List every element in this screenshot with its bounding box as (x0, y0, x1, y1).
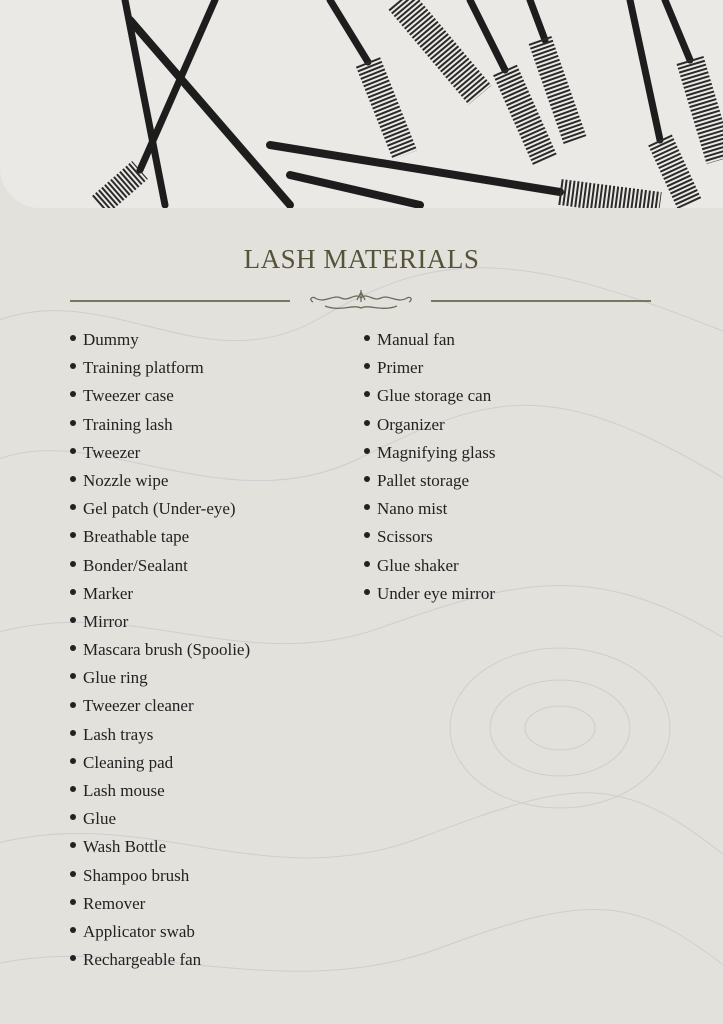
list-item-label: Bonder/Sealant (83, 555, 188, 575)
list-item-label: Training platform (83, 358, 204, 378)
list-item (70, 864, 250, 892)
list-item (364, 497, 496, 525)
list-item (70, 413, 250, 441)
list-item-label: Applicator swab (83, 921, 195, 941)
bullet-icon (70, 927, 76, 933)
list-item-label: Glue shaker (377, 555, 459, 575)
bullet-icon (70, 730, 76, 736)
bullet-icon (364, 476, 370, 482)
list-item (70, 666, 250, 694)
list-item (364, 469, 496, 497)
list-item (70, 610, 250, 638)
list-item (70, 469, 250, 497)
bullet-icon (70, 448, 76, 454)
list-item-label: Training lash (83, 414, 173, 434)
list-item (70, 328, 250, 356)
page-title: LASH MATERIALS (243, 244, 480, 274)
bullet-icon (70, 955, 76, 961)
bullet-icon (70, 617, 76, 623)
list-item-label: Marker (83, 583, 134, 603)
list-item (70, 892, 250, 920)
list-item-label: Tweezer cleaner (83, 696, 194, 716)
bullet-icon (70, 476, 76, 482)
list-item-label: Tweezer case (83, 386, 174, 406)
list-item-label: Lash mouse (83, 781, 165, 800)
list-item-label: Mascara brush (Spoolie) (83, 640, 251, 660)
list-item (70, 582, 250, 610)
bullet-icon (70, 645, 76, 651)
bullet-icon (70, 335, 76, 341)
list-item (364, 384, 496, 412)
bullet-icon (70, 842, 76, 848)
list-item (70, 554, 250, 582)
list-item-label: Rechargeable fan (83, 950, 202, 970)
list-item-label: Shampoo brush (83, 865, 190, 885)
list-item (70, 807, 250, 835)
bullet-icon (70, 363, 76, 369)
bullet-icon (70, 673, 76, 679)
bullet-icon (70, 532, 76, 538)
bullet-icon (364, 561, 370, 567)
list-item-label: Remover (83, 893, 146, 913)
bullet-icon (70, 561, 76, 567)
list-item-label: Pallet storage (377, 470, 470, 490)
list-item-label: Manual fan (377, 330, 455, 349)
list-item-label: Dummy (83, 330, 139, 349)
list-item-label: Nano mist (377, 499, 448, 519)
bullet-icon (364, 448, 370, 454)
mascara-wands-image (0, 0, 723, 208)
list-item-label: Organizer (377, 414, 445, 434)
bullet-icon (364, 391, 370, 397)
bullet-icon (364, 532, 370, 538)
list-item (70, 835, 250, 863)
bullet-icon (364, 589, 370, 595)
list-item-label: Lash trays (83, 724, 154, 744)
bullet-icon (70, 758, 76, 764)
list-item (70, 920, 250, 948)
bullet-icon (70, 391, 76, 397)
list-item-label: Nozzle wipe (83, 470, 169, 490)
bullet-icon (70, 871, 76, 877)
list-item-label: Tweezer (83, 442, 141, 462)
list-item (364, 582, 496, 610)
materials-list-left (70, 328, 250, 976)
list-item (70, 779, 250, 807)
bullet-icon (70, 589, 76, 595)
bullet-icon (70, 702, 76, 708)
divider-left (70, 300, 290, 302)
list-item-label: Gel patch (Under-eye) (83, 499, 236, 519)
flourish-ornament-icon (305, 290, 417, 314)
list-item-label: Glue (83, 809, 117, 829)
list-item-label: Magnifying glass (377, 442, 496, 462)
list-item-label: Glue ring (83, 668, 148, 688)
list-item (70, 525, 250, 553)
bullet-icon (70, 504, 76, 510)
list-item (70, 638, 250, 666)
header-photo-mascara-wands (0, 0, 723, 208)
bullet-icon (70, 814, 76, 820)
bullet-icon (70, 786, 76, 792)
bullet-icon (364, 335, 370, 341)
list-item-label: Cleaning pad (83, 752, 174, 772)
bullet-icon (364, 420, 370, 426)
list-item (70, 384, 250, 412)
materials-list-right (364, 328, 496, 610)
list-item-label: Wash Bottle (83, 837, 167, 857)
list-item (70, 751, 250, 779)
list-item (70, 441, 250, 469)
bullet-icon (70, 420, 76, 426)
bullet-icon (364, 363, 370, 369)
list-item (70, 694, 250, 722)
list-item-label: Under eye mirror (377, 583, 496, 603)
list-item (364, 554, 496, 582)
list-item (364, 441, 496, 469)
list-item (70, 723, 250, 751)
list-item-label: Scissors (377, 527, 433, 547)
bullet-icon (364, 504, 370, 510)
list-item-label: Breathable tape (83, 527, 190, 547)
list-item (364, 356, 496, 384)
bullet-icon (70, 899, 76, 905)
list-item-label: Primer (377, 358, 424, 378)
list-item (364, 525, 496, 553)
divider-right (431, 300, 651, 302)
list-item-label: Glue storage can (377, 386, 492, 406)
list-item (70, 948, 250, 976)
list-item (364, 413, 496, 441)
list-item (70, 497, 250, 525)
list-item-label: Mirror (83, 611, 129, 631)
list-item (364, 328, 496, 356)
list-item (70, 356, 250, 384)
